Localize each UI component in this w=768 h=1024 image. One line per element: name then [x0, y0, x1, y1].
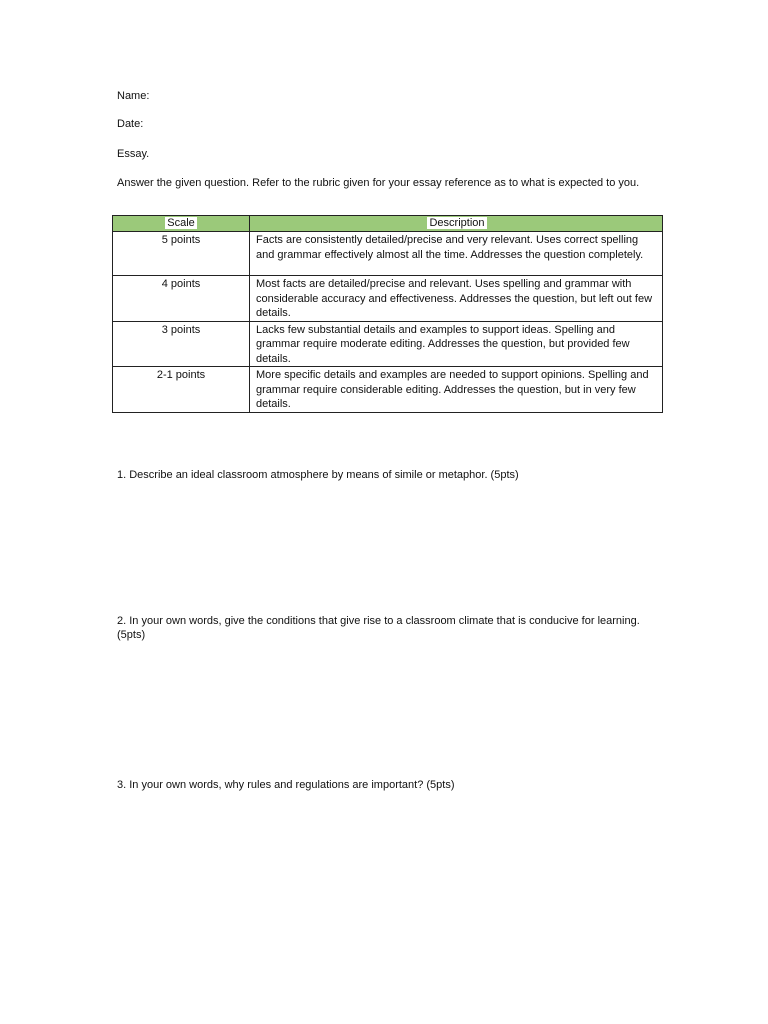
description-header-label: Description	[429, 217, 485, 229]
rubric-row	[113, 276, 663, 322]
rubric-scale-cell: 5 points	[113, 232, 250, 276]
scale-header-label: Scale	[167, 217, 195, 229]
question-1: 1. Describe an ideal classroom atmosphere by means of simile or metaphor. (5pts)	[117, 469, 519, 481]
rubric-description-cell: Most facts are detailed/precise and relevant. Uses spelling and grammar with considerable accuracy and effectiveness. Addresses the question, but left out few details.	[250, 276, 663, 322]
rubric-scale-cell: 4 points	[113, 276, 250, 322]
description-header	[250, 216, 663, 232]
question-2: 2. In your own words, give the conditions that give rise to a classroom climate that is conducive for learning. (5pts)	[117, 615, 640, 641]
question-3: 3. In your own words, why rules and regulations are important? (5pts)	[117, 779, 455, 791]
rubric-description-cell: More specific details and examples are needed to support opinions. Spelling and grammar require considerable editing. Addresses the question, but in very few details.	[250, 367, 663, 413]
scale-header	[113, 216, 250, 232]
rubric-description-cell: Facts are consistently detailed/precise and very relevant. Uses correct spelling and grammar effectively almost all the time. Addresses the question completely.	[250, 232, 663, 276]
rubric-row	[113, 232, 663, 276]
rubric-row	[113, 321, 663, 367]
rubric-scale-cell: 2-1 points	[113, 367, 250, 413]
date-label: Date:	[117, 118, 144, 130]
instructions-text: Answer the given question. Refer to the rubric given for your essay reference as to what is expected to you.	[117, 177, 640, 189]
name-label: Name:	[117, 90, 150, 102]
rubric-header-row	[113, 216, 663, 232]
essay-label: Essay.	[117, 148, 150, 160]
rubric-description-cell: Lacks few substantial details and examples to support ideas. Spelling and grammar require moderate editing. Addresses the question, but provided few details.	[250, 321, 663, 367]
rubric-table	[112, 215, 663, 413]
rubric-row	[113, 367, 663, 413]
rubric-scale-cell: 3 points	[113, 321, 250, 367]
